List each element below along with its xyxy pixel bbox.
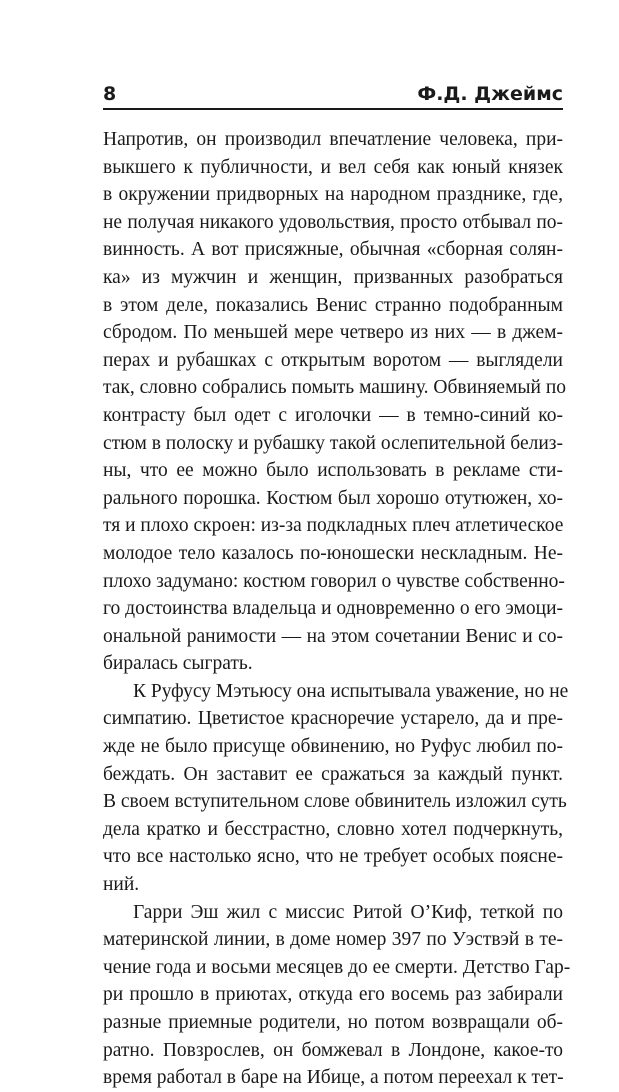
page-header <box>103 83 563 113</box>
text-line: винность. А вот присяжные, обычная «сборная солян- <box>103 239 563 261</box>
text-line: биралась сыграть. <box>103 653 253 675</box>
body-text <box>103 126 571 1092</box>
text-line: контрасту был одет с иголочки — в темно-синий ко- <box>103 404 563 426</box>
text-line: ний. <box>103 874 140 896</box>
text-line: К Руфусу Мэтьюсу она испытывала уважение, но не <box>133 680 569 702</box>
text-line: беждать. Он заставит ее сражаться за каждый пункт. <box>103 763 563 785</box>
text-line: Гарри Эш жил с миссис Ритой О’Киф, теткой по <box>133 901 563 923</box>
running-head-author: Ф.Д. Джеймс <box>417 83 563 105</box>
text-line: ри прошло в приютах, откуда его восемь раз забирали <box>103 984 563 1006</box>
text-line: перах и рубашках с открытым воротом — выглядели <box>103 349 563 371</box>
text-line: ны, что ее можно было использовать в рекламе сти- <box>103 460 563 482</box>
page-number: 8 <box>103 83 117 105</box>
text-line: так, словно собрались помыть машину. Обвиняемый по <box>103 377 567 399</box>
text-line: рального порошка. Костюм был хорошо отутюжен, хо- <box>103 487 563 509</box>
text-line: материнской линии, в доме номер 397 по Уэствэй в те- <box>103 929 563 951</box>
text-line: что все настолько ясно, что не требует особых поясне- <box>103 846 563 868</box>
text-line: го достоинства владельца и одновременно о его эмоци- <box>103 598 563 620</box>
text-line: стюм в полоску и рубашку такой ослепительной белиз- <box>103 432 563 454</box>
text-line: молодое тело казалось по-юношески нескладным. Не- <box>103 542 563 564</box>
header-rule <box>103 108 563 110</box>
text-line: в окружении придворных на народном празднике, где, <box>103 184 563 206</box>
text-line: ональной ранимости — на этом сочетании Венис и со- <box>103 625 563 647</box>
text-line: ка» из мужчин и женщин, призванных разобраться <box>103 266 563 288</box>
text-line: разные приемные родители, но потом возвращали об- <box>103 1012 563 1033</box>
text-line: время работал в баре на Ибице, а потом переехал к тет- <box>103 1067 564 1089</box>
text-line: в этом деле, показались Венис странно подобранным <box>103 294 563 316</box>
text-line: сбродом. По меньшей мере четверо из них — в джем- <box>103 322 563 344</box>
text-line: жде не было присуще обвинению, но Руфус любил по- <box>103 736 563 758</box>
text-line: не получая никакого удовольствия, просто отбывал по- <box>103 211 563 233</box>
text-line: дела кратко и бесстрастно, словно хотел подчеркнуть, <box>103 818 563 840</box>
text-line: чение года и восьми месяцев до ее смерти. Детство Гар- <box>103 956 571 978</box>
text-line: Напротив, он производил впечатление человека, при- <box>103 129 563 150</box>
text-line: плохо задумано: костюм говорил о чувстве собственно- <box>103 570 565 592</box>
text-line: ратно. Повзрослев, он бомжевал в Лондоне, какое-то <box>103 1039 563 1061</box>
text-line: выкшего к публичности, и вел себя как юный князек <box>103 156 563 178</box>
text-line: В своем вступительном слове обвинитель изложил суть <box>103 791 567 813</box>
text-line: тя и плохо скроен: из-за подкладных плеч атлетическое <box>103 515 564 537</box>
text-line: симпатию. Цветистое красноречие устарело, да и пре- <box>103 708 563 730</box>
